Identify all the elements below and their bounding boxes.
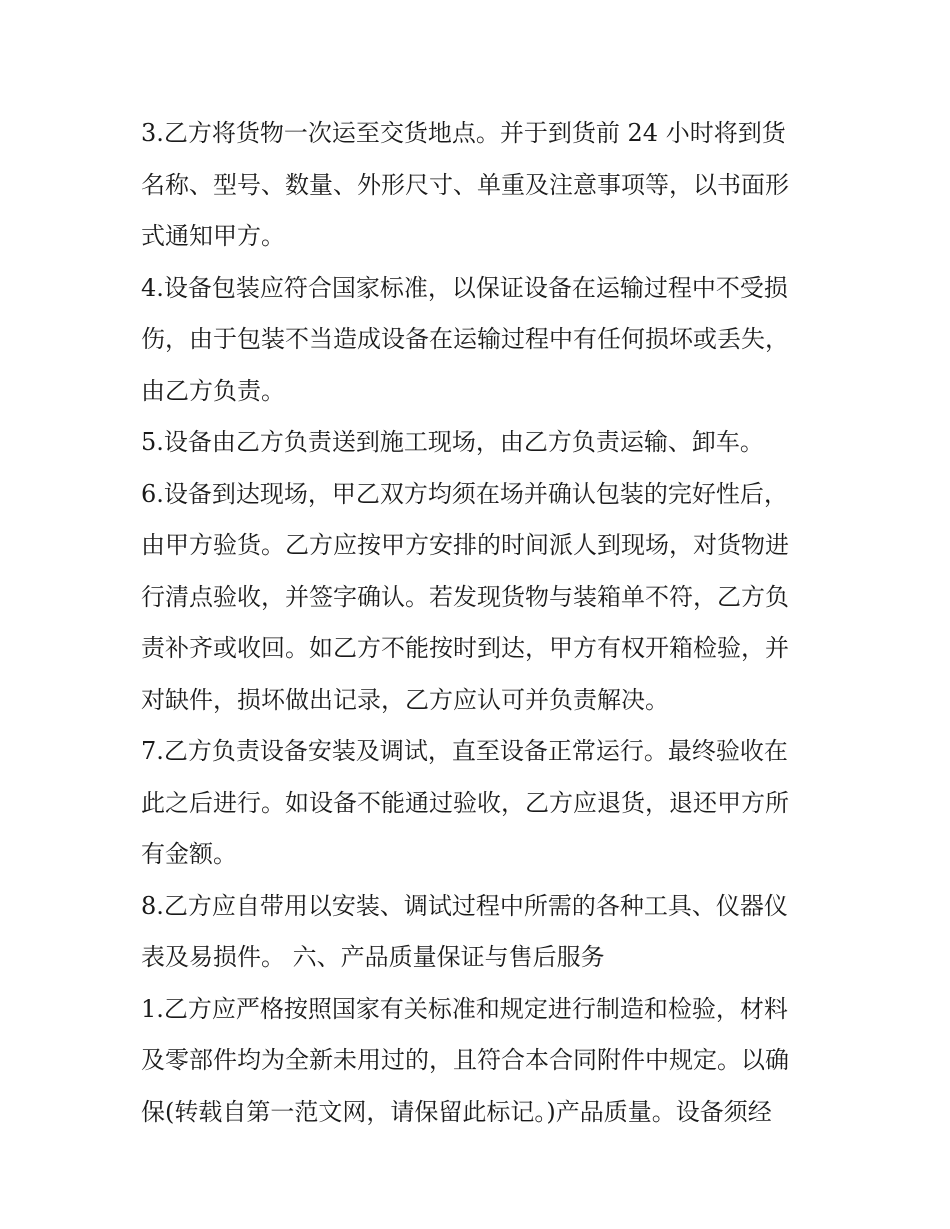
text-line: 7.乙方负责设备安装及调试，直至设备正常运行。最终验收在	[141, 737, 788, 765]
text-line: 3.乙方将货物一次运至交货地点。并于到货前 24 小时将到货	[141, 119, 786, 147]
text-line: 责补齐或收回。如乙方不能按时到达，甲方有权开箱检验，并	[141, 634, 789, 662]
text-line: 此之后进行。如设备不能通过验收，乙方应退货，退还甲方所	[141, 788, 789, 817]
text-line: 名称、型号、数量、外形尺寸、单重及注意事项等，以书面形	[141, 170, 789, 199]
text-line: 由甲方验货。乙方应按甲方安排的时间派人到现场，对货物进	[141, 531, 789, 559]
text-line: 对缺件，损坏做出记录，乙方应认可并负责解决。	[141, 685, 669, 714]
text-line: 及零部件均为全新未用过的，且符合本合同附件中规定。以确	[141, 1046, 789, 1074]
text-line: 保(转载自第一范文网，请保留此标记。)产品质量。设备须经	[141, 1097, 772, 1126]
text-line: 4.设备包装应符合国家标准，以保证设备在运输过程中不受损	[141, 273, 788, 302]
text-line: 6.设备到达现场，甲乙双方均须在场并确认包装的完好性后，	[141, 479, 788, 508]
text-line: 式通知甲方。	[141, 222, 285, 250]
text-line: 8.乙方应自带用以安装、调试过程中所需的各种工具、仪器仪	[141, 891, 788, 920]
text-line: 5.设备由乙方负责送到施工现场，由乙方负责运输、卸车。	[141, 428, 764, 456]
text-line: 1.乙方应严格按照国家有关标准和规定进行制造和检验，材料	[141, 994, 788, 1023]
document-body	[141, 108, 821, 1138]
text-line: 表及易损件。 六、产品质量保证与售后服务	[141, 943, 605, 971]
text-line: 由乙方负责。	[141, 376, 285, 405]
text-line: 行清点验收，并签字确认。若发现货物与装箱单不符，乙方负	[141, 582, 789, 611]
text-line: 伤，由于包装不当造成设备在运输过程中有任何损坏或丢失，	[141, 325, 789, 353]
text-line: 有金额。	[141, 840, 237, 868]
